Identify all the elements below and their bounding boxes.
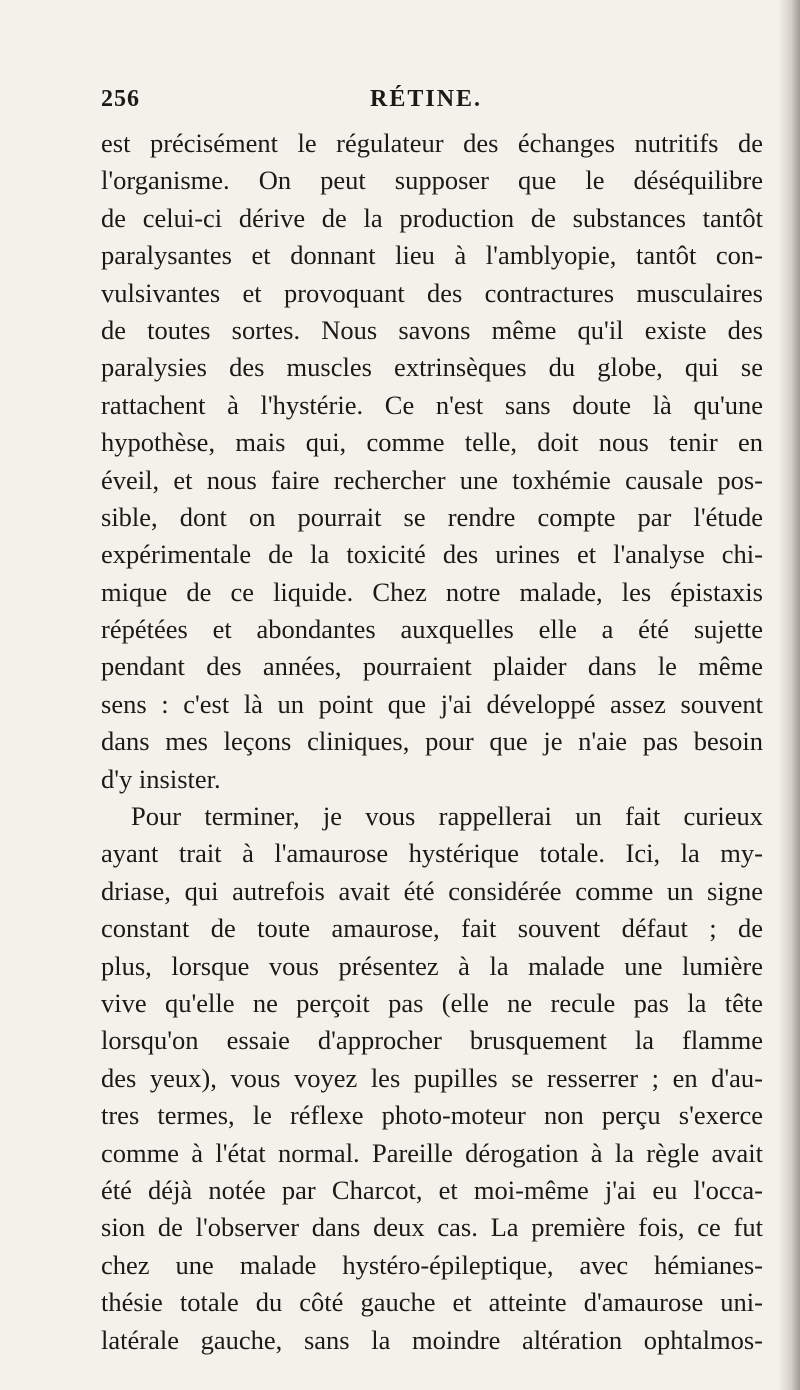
text-line: de celui-ci dérive de la production de substances tantôt (101, 202, 763, 233)
text-line: thésie totale du côté gauche et atteinte d'amaurose uni- (101, 1287, 763, 1318)
text-line: lorsqu'on essaie d'approcher brusquement la flamme (101, 1025, 763, 1056)
page-header (0, 86, 800, 116)
text-line: répétées et abondantes auxquelles elle a été sujette (101, 614, 763, 645)
text-line: vive qu'elle ne perçoit pas (elle ne recule pas la tête (101, 987, 763, 1018)
text-line: vulsivantes et provoquant des contractures musculaires (101, 277, 763, 308)
text-line: ayant trait à l'amaurose hystérique totale. Ici, la my- (101, 838, 763, 869)
running-title: RÉTINE. (370, 86, 483, 112)
text-line: éveil, et nous faire rechercher une toxhémie causale pos- (101, 464, 763, 495)
text-line: driase, qui autrefois avait été considérée comme un signe (101, 875, 763, 906)
text-line: paralysies des muscles extrinsèques du globe, qui se (101, 352, 763, 383)
text-line: d'y insister. (101, 763, 221, 794)
text-line: latérale gauche, sans la moindre altération ophtalmos- (101, 1324, 763, 1355)
text-line: Pour terminer, je vous rappellerai un fait curieux (131, 801, 763, 832)
text-line: l'organisme. On peut supposer que le déséquilibre (101, 165, 763, 196)
text-line: hypothèse, mais qui, comme telle, doit nous tenir en (101, 427, 763, 458)
text-line: dans mes leçons cliniques, pour que je n'aie pas besoin (101, 726, 763, 757)
text-line: été déjà notée par Charcot, et moi-même j'ai eu l'occa- (101, 1174, 763, 1205)
page-number: 256 (101, 86, 140, 112)
text-line: rattachent à l'hystérie. Ce n'est sans doute là qu'une (101, 389, 763, 420)
text-line: chez une malade hystéro-épileptique, avec hémianes- (101, 1249, 763, 1280)
text-line: plus, lorsque vous présentez à la malade une lumière (101, 950, 763, 981)
text-line: mique de ce liquide. Chez notre malade, les épistaxis (101, 576, 763, 607)
page-edge-shadow (778, 0, 800, 1390)
text-line: est précisément le régulateur des échanges nutritifs de (101, 128, 763, 158)
text-line: de toutes sortes. Nous savons même qu'il existe des (101, 314, 763, 345)
text-line: des yeux), vous voyez les pupilles se resserrer ; en d'au- (101, 1062, 763, 1093)
text-line: sion de l'observer dans deux cas. La première fois, ce fut (101, 1212, 763, 1243)
text-line: tres termes, le réflexe photo-moteur non perçu s'exerce (101, 1100, 763, 1131)
text-line: comme à l'état normal. Pareille dérogation à la règle avait (101, 1137, 763, 1168)
text-line: constant de toute amaurose, fait souvent défaut ; de (101, 913, 763, 944)
text-line: expérimentale de la toxicité des urines et l'analyse chi- (101, 539, 763, 570)
text-line: sible, dont on pourrait se rendre compte par l'étude (101, 501, 763, 532)
text-line: paralysantes et donnant lieu à l'amblyopie, tantôt con- (101, 240, 763, 271)
body-text (101, 125, 763, 1359)
text-line: sens : c'est là un point que j'ai développé assez souvent (101, 688, 763, 719)
text-line: pendant des années, pourraient plaider dans le même (101, 651, 763, 682)
